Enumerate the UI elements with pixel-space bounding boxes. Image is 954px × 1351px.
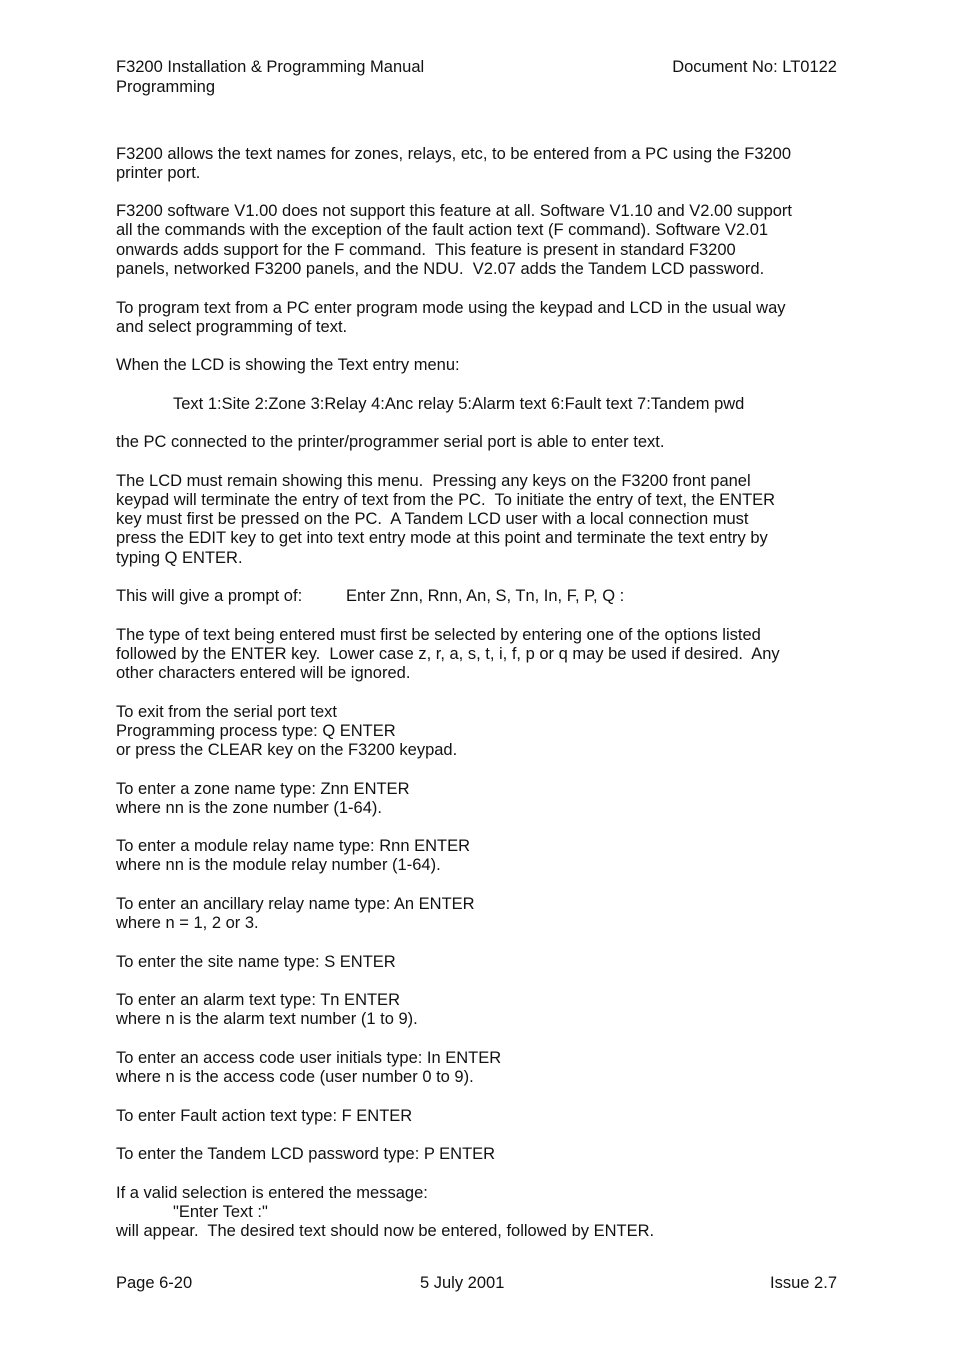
paragraph-line: where nn is the zone number (1-64). (116, 799, 382, 817)
issue-number: Issue 2.7 (770, 1274, 837, 1292)
paragraph-line: To program text from a PC enter program mode using the keypad and LCD in the usual way (116, 299, 786, 317)
paragraph-line: the PC connected to the printer/programmer serial port is able to enter text. (116, 433, 665, 451)
paragraph-line: The LCD must remain showing this menu. Pressing any keys on the F3200 front panel (116, 472, 751, 490)
document-number: Document No: LT0122 (672, 58, 837, 76)
paragraph-line: where n is the access code (user number 0 to 9). (116, 1068, 474, 1086)
paragraph-line: F3200 allows the text names for zones, relays, etc, to be entered from a PC using the F3200 (116, 145, 792, 163)
paragraph-line: will appear. The desired text should now be entered, followed by ENTER. (116, 1222, 655, 1240)
paragraph-line: panels, networked F3200 panels, and the NDU. V2.07 adds the Tandem LCD password. (116, 260, 765, 278)
paragraph-line: When the LCD is showing the Text entry menu: (116, 356, 460, 374)
enter-text-message: "Enter Text :" (173, 1203, 268, 1221)
prompt-text: Enter Znn, Rnn, An, S, Tn, In, F, P, Q : (346, 587, 625, 605)
paragraph-line: To enter an access code user initials type: In ENTER (116, 1049, 502, 1067)
paragraph-line: onwards adds support for the F command. This feature is present in standard F3200 (116, 241, 736, 259)
paragraph-line: F3200 software V1.00 does not support this feature at all. Software V1.10 and V2.00 support (116, 202, 793, 220)
paragraph-line: The type of text being entered must first be selected by entering one of the options listed (116, 626, 761, 644)
paragraph-line: To enter the Tandem LCD password type: P ENTER (116, 1145, 496, 1163)
paragraph-line: If a valid selection is entered the message: (116, 1184, 428, 1202)
paragraph-line: To enter an ancillary relay name type: An ENTER (116, 895, 475, 913)
paragraph-line: key must first be pressed on the PC. A Tandem LCD user with a local connection must (116, 510, 749, 528)
paragraph-line: or press the CLEAR key on the F3200 keypad. (116, 741, 458, 759)
paragraph-line: printer port. (116, 164, 201, 182)
section-name: Programming (116, 78, 216, 96)
paragraph-line: To enter the site name type: S ENTER (116, 953, 396, 971)
paragraph-line: typing Q ENTER. (116, 549, 243, 567)
paragraph-line: Programming process type: Q ENTER (116, 722, 396, 740)
manual-title: F3200 Installation & Programming Manual (116, 58, 425, 76)
paragraph-line: press the EDIT key to get into text entry mode at this point and terminate the text entry by (116, 529, 768, 547)
paragraph-line: where nn is the module relay number (1-64). (116, 856, 441, 874)
prompt-label: This will give a prompt of: (116, 587, 303, 605)
paragraph-line: keypad will terminate the entry of text from the PC. To initiate the entry of text, the ENTER (116, 491, 776, 509)
paragraph-line: To enter a zone name type: Znn ENTER (116, 780, 410, 798)
paragraph-line: and select programming of text. (116, 318, 348, 336)
lcd-menu-text: Text 1:Site 2:Zone 3:Relay 4:Anc relay 5:Alarm text 6:Fault text 7:Tandem pwd (173, 395, 745, 413)
paragraph-line: To enter an alarm text type: Tn ENTER (116, 991, 400, 1009)
paragraph-line: To enter Fault action text type: F ENTER (116, 1107, 413, 1125)
paragraph-line: where n is the alarm text number (1 to 9). (116, 1010, 418, 1028)
paragraph-line: To enter a module relay name type: Rnn ENTER (116, 837, 471, 855)
paragraph-line: To exit from the serial port text (116, 703, 338, 721)
issue-date: 5 July 2001 (420, 1274, 505, 1292)
paragraph-line: where n = 1, 2 or 3. (116, 914, 259, 932)
paragraph-line: other characters entered will be ignored. (116, 664, 411, 682)
page-number: Page 6-20 (116, 1274, 193, 1292)
paragraph-line: followed by the ENTER key. Lower case z, r, a, s, t, i, f, p or q may be used if desired. Any (116, 645, 780, 663)
paragraph-line: all the commands with the exception of the fault action text (F command). Software V2.01 (116, 221, 769, 239)
